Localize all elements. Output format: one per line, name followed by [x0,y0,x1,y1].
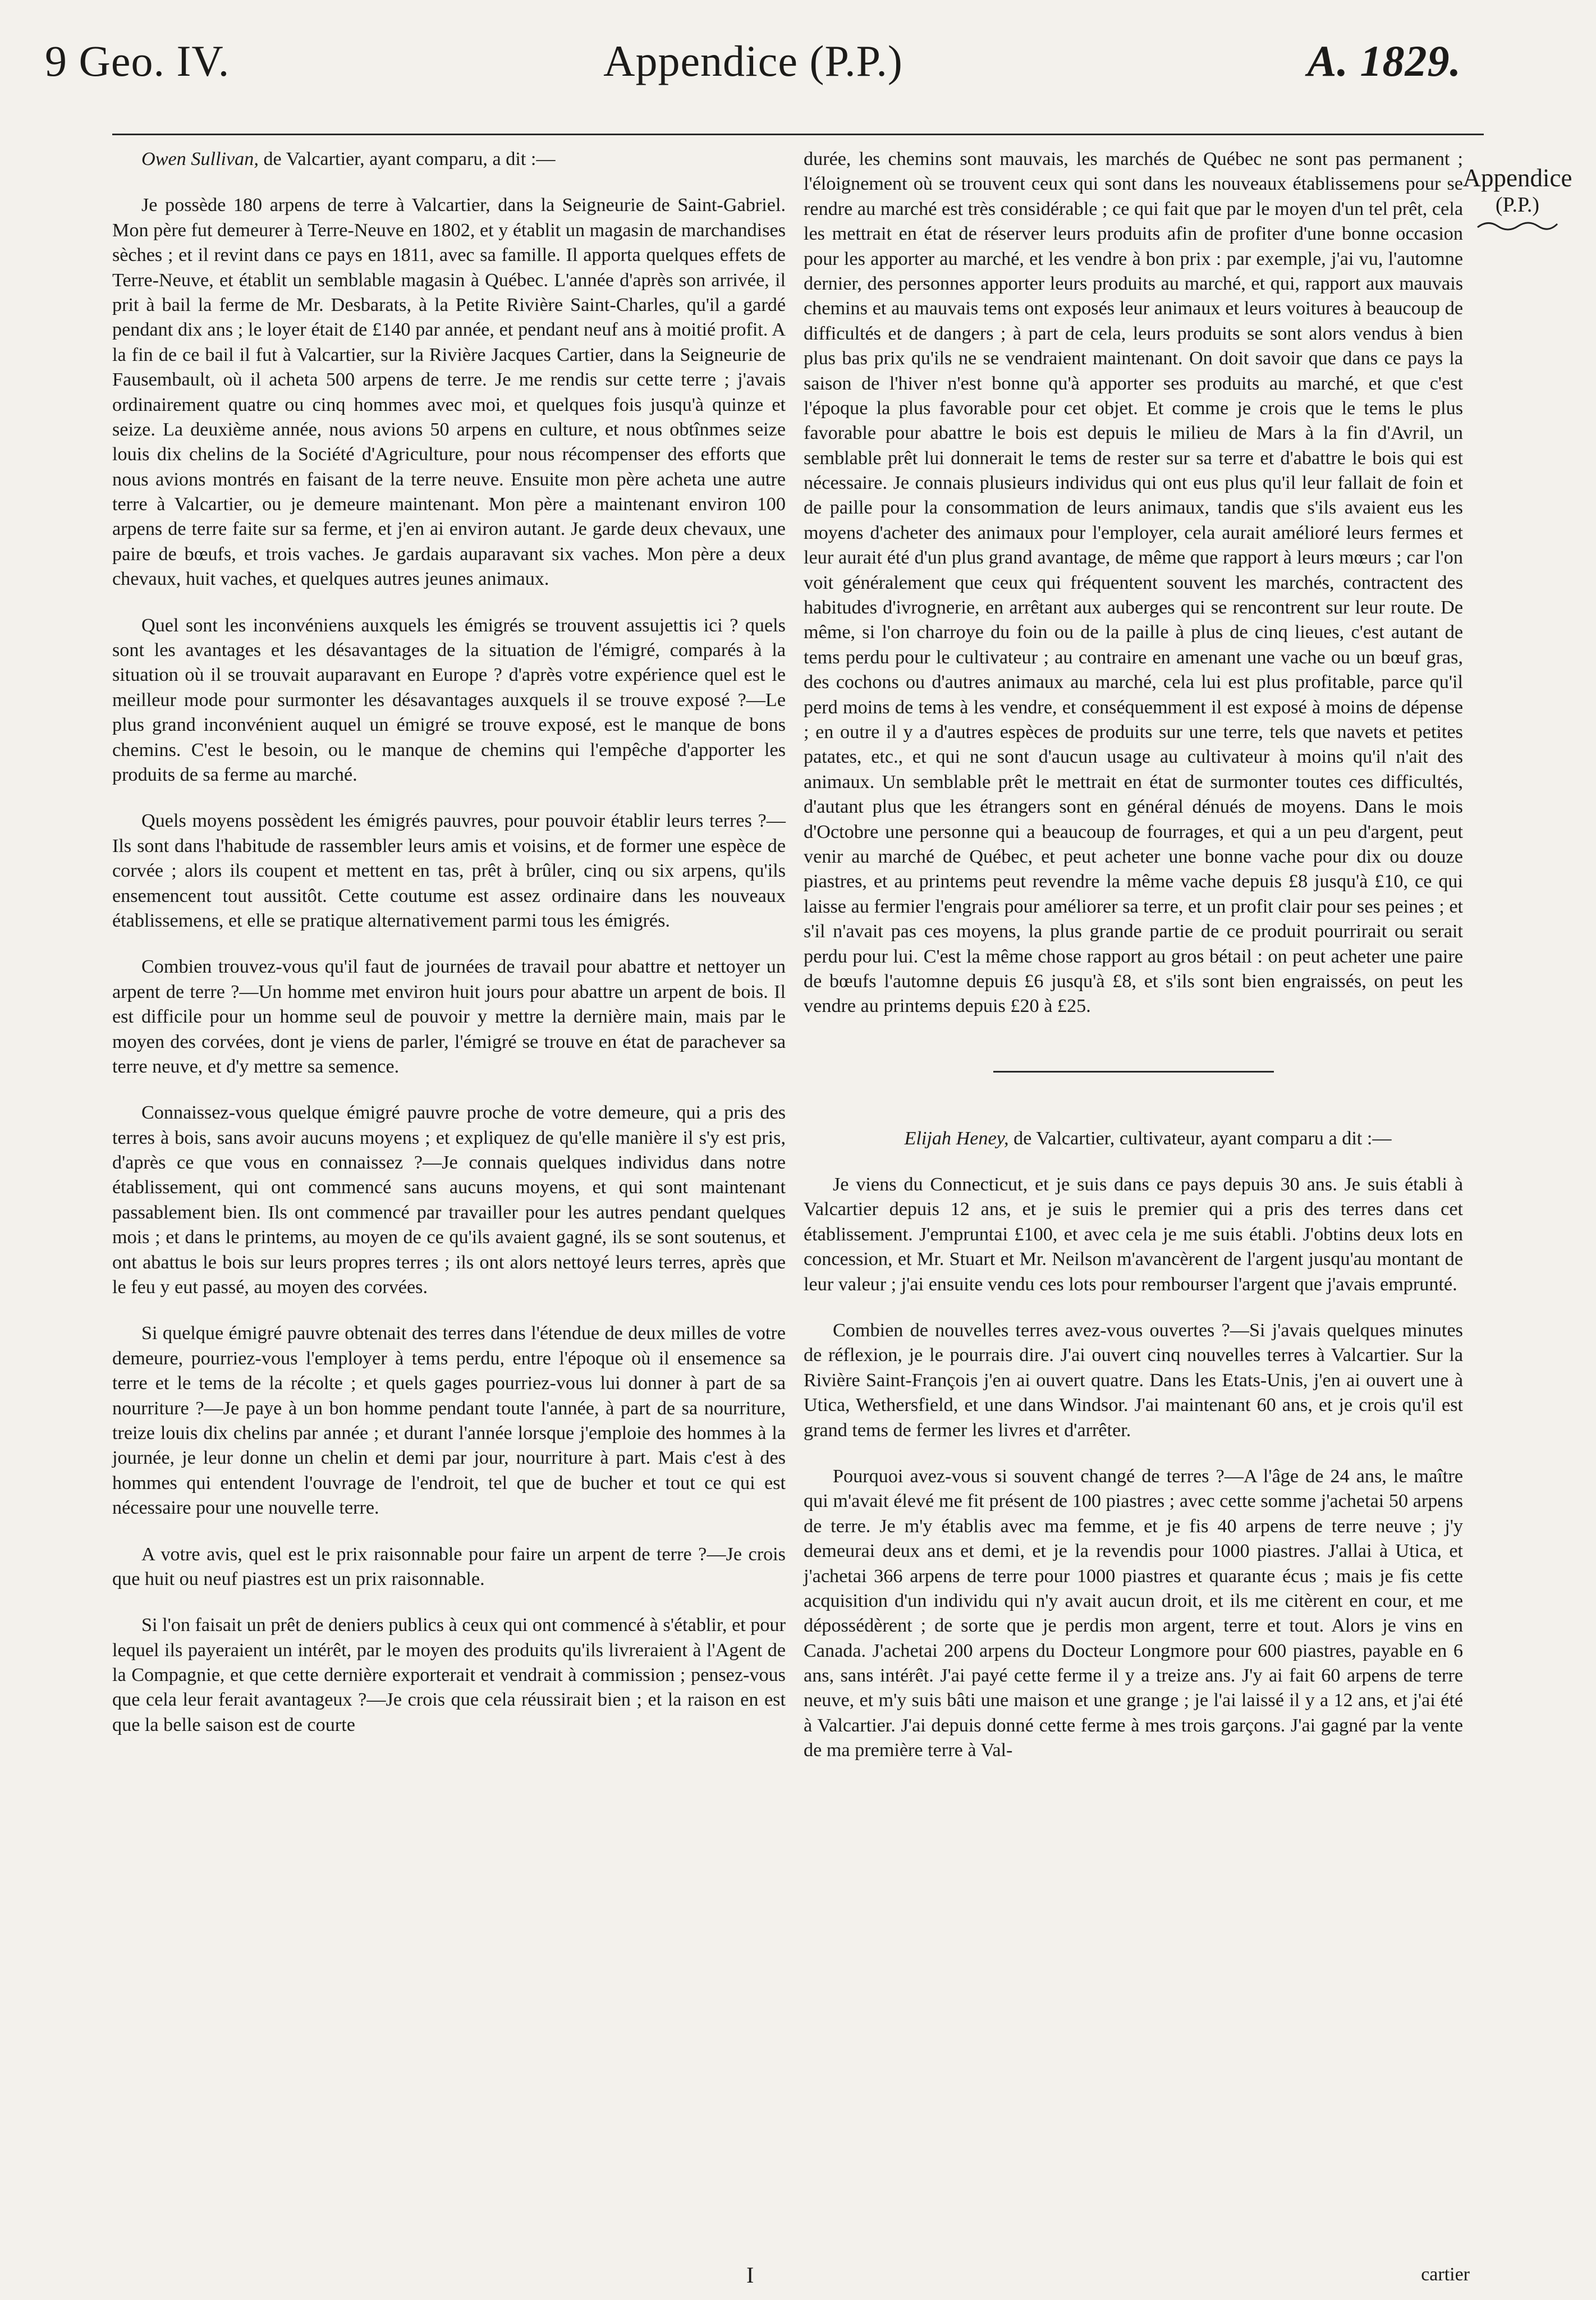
witness-name: Owen Sullivan, [141,149,259,169]
margin-note-section: (P.P.) [1495,193,1540,217]
testimony-sullivan-intro [112,147,786,172]
catchword: cartier [1421,2264,1470,2285]
header-title: Appendice (P.P.) [603,36,903,85]
left-column [112,147,786,1759]
question-paragraph: Quels moyens possèdent les émigrés pauvres, pour pouvoir établir leurs terres ?—Ils sont dans l'habitude de rassembler leurs amis et voisins, et de former une espèce de corvée ; alors ils coupent et mettent en tas, prêt à brûler, cinq ou six arpens, qu'ils ensemencent tout aussitôt. Cette coutume est assez ordinaire dans les nouveaux établissemens, et elle se pratique alternativement parmi tous les émigrés. [112,810,786,931]
witness-intro: de Valcartier, cultivateur, ayant comparu a dit :— [1013,1128,1392,1149]
page-header [45,25,1461,103]
ornament-flourish-icon [1475,219,1560,232]
question-paragraph: Combien de nouvelles terres avez-vous ouvertes ?—Si j'avais quelques minutes de réflexion, je le pourrais dire. J'ai ouvert cinq nouvelles terres à Valcartier. Sur la Rivière Saint-François j'en ai ouvert quatre. Dans les Etats-Unis, j'en ai ouvert une à Utica, Wethersfield, et une dans Windsor. J'ai maintenant 60 ans, et je crois qu'il est grand tems de fermer les livres et d'arrêter. [804,1320,1463,1441]
header-rule [112,134,1484,135]
header-year: A. 1829. [1307,36,1461,85]
section-divider [993,1071,1274,1073]
header-regnal-year: 9 Geo. IV. [45,36,230,85]
answer-paragraph: Je viens du Connecticut, et je suis dans ce pays depuis 30 ans. Je suis établi à Valcartier depuis 12 ans, et je suis le premier qui a pris des terres dans cet établissement. J'empruntai £100, et avec cela je me suis établi. J'obtins deux lots en concession, et Mr. Stuart et Mr. Neilson m'avancèrent de l'argent jusqu'au montant de leur valeur ; j'ai ensuite vendu ces lots pour rembourser l'argent que j'avais emprunté. [804,1174,1463,1295]
question-paragraph: Pourquoi avez-vous si souvent changé de terres ?—A l'âge de 24 ans, le maître qui m'avait élevé me fit présent de 100 piastres ; avec cette somme j'achetai 50 arpens de terre. Je m'y établis avec ma femme, et je fis 40 arpens de terre neuve ; j'y demeurai deux ans et demi, et je la revendis pour 1000 piastres. J'allai à Utica, et j'achetai 366 arpens de terre pour 1000 piastres et quarante écus ; mais je fis cette acquisition d'un individu qui n'y avait aucun droit, et ils me citèrent en cour, et me dépossédèrent ; de sorte que je perdis mon argent, terre et tout. Alors je vins en Canada. J'achetai 200 arpens du Docteur Longmore pour 600 piastres, payable en 6 ans, sans intérêt. J'ai payé cette ferme il y a treize ans. J'y ai fait 60 arpens de terre neuve, et m'y suis bâti une maison et une grange ; je l'ai laissé il y a 12 ans, et j'ai été à Valcartier. J'ai depuis donné cette ferme à mes trois garçons. J'ai gagné par la vente de ma première terre à Val- [804,1465,1463,1761]
testimony-heney-intro [804,1126,1463,1151]
page-number: I [746,2262,754,2288]
question-paragraph: Si quelque émigré pauvre obtenait des terres dans l'étendue de deux milles de votre demeure, pourriez-vous l'employer à tems perdu, entre l'époque où il ensemence sa terre et le tems de la récolte ; et quels gages pourriez-vous lui donner à part de sa nourriture ?—Je paye à un bon homme pendant toute l'année, à part de sa nourriture, treize louis dix chelins par année ; et durant l'année lorsque j'emploie des hommes à la journée, je leur donne un chelin et demi par jour, nourriture à part. Mais c'est à des hommes qui entendent l'ouvrage de l'endroit, tel que de bucher et tout ce qui est nécessaire pour une nouvelle terre. [112,1323,786,1519]
question-paragraph: A votre avis, quel est le prix raisonnable pour faire un arpent de terre ?—Je crois que huit ou neuf piastres est un prix raisonnable. [112,1543,786,1589]
margin-note-label: Appendice [1462,164,1572,192]
question-paragraph: Combien trouvez-vous qu'il faut de journées de travail pour abattre et nettoyer un arpent de terre ?—Un homme met environ huit jours pour abattre un arpent de bois. Il est difficile pour un homme seul de pouvoir y mettre la dernière main, mais par le moyen des corvées, dont je viens de parler, l'émigré se trouve en état de parachever sa terre neuve, et d'y mettre sa semence. [112,956,786,1077]
question-paragraph: Connaissez-vous quelque émigré pauvre proche de votre demeure, qui a pris des terres à bois, sans avoir aucuns moyens ; et expliquez de qu'elle manière il s'y est pris, d'après ce que vous en connaissez ?—Je connais quelques individus dans notre établissement, qui ont commencé sans aucuns moyens, et qui sont maintenant passablement bien. Ils ont commencé par travailler pour les autres pendant quelques mois ; et dans le printems, au moyen de ce qu'ils avaient gagné, ils se sont soutenus, et ont abattus le bois sur leurs propres terres ; ils ont alors nettoyé leurs terres, après que le feu y eut passé, au moyen des corvées. [112,1102,786,1298]
question-paragraph: Quel sont les inconvéniens auxquels les émigrés se trouvent assujettis ici ? quels sont les avantages et les désavantages de la situation de l'émigré, comparés à la situation où il se trouvait auparavant en Europe ? d'après votre expérience quel est le meilleur mode pour surmonter les désavantages auxquels il se trouve exposé ?—Le plus grand inconvénient auquel un émigré se trouve exposé, est le manque de bons chemins. C'est le besoin, ou le manque de chemins qui l'empêche d'apporter les produits de sa ferme au marché. [112,615,786,785]
margin-note [1462,164,1572,232]
question-paragraph: Si l'on faisait un prêt de deniers publics à ceux qui ont commencé à s'établir, et pour lequel ils payeraient un intérêt, par le moyen des produits qu'ils livreraient à l'Agent de la Compagnie, et que cette dernière exporterait et vendrait à commission ; pensez-vous que cela leur ferait avantageux ?—Je crois que cela réussirait bien ; et la raison en est que la belle saison est de courte [112,1615,786,1735]
continued-paragraph: durée, les chemins sont mauvais, les marchés de Québec ne sont pas permanent ; l'éloignement où se trouvent ceux qui sont dans les nouveaux établissemens pour se rendre au marché est très considérable ; ce qui fait que par le moyen d'un tel prêt, cela les mettrait en état de réserver leurs produits afin de profiter d'une bonne occasion pour les apporter au marché, et les vendre à bon prix : par exemple, j'ai vu, l'automne dernier, des personnes apporter leurs produits au marché, et qui, rapport aux mauvais chemins et au mauvais tems ont exposés leur animaux et leurs voitures à beaucoup de difficultés et de dangers ; à part de cela, leurs produits se sont alors vendus à bien plus bas prix qu'ils ne se vendraient maintenant. On doit savoir que dans ce pays la saison de l'hiver n'est bonne qu'à apporter ses produits au marché, et que c'est l'époque la plus favorable pour cet objet. Et comme je crois que le tems le plus favorable pour abattre le bois est depuis le milieu de Mars à la fin d'Avril, un semblable prêt lui donnerait le tems de rester sur sa terre et d'abattre le bois qui est nécessaire. Je connais plusieurs individus qui ont eus plus qu'il leur fallait de foin et de paille pour la consommation de leurs animaux, tandis que s'ils avaient eus les moyens d'acheter des animaux pour l'employer, cela aurait amélioré leurs fermes et leur aurait été d'un plus grand avantage, de même que rapport à leurs mœurs ; car l'on voit généralement que ceux qui fréquentent souvent les marchés, contractent des habitudes d'ivrognerie, en arrêtant aux auberges qui se rencontrent sur leur route. De même, si l'on charroye du foin ou de la paille à plus de cinq lieues, c'est autant de tems perdu pour le cultivateur ; au contraire en amenant une vache ou un bœuf gras, des cochons ou d'autres animaux au marché, cela lui est plus profitable, parce qu'il perd moins de tems à les vendre, et conséquemment il est exposé à moins de dépense ; en outre il y a d'autres espèces de produits sur une terre, tels que navets et petites patates, etc., et qui ne sont d'aucun usage au cultivateur à moins qu'il n'ait des animaux. Un semblable prêt le mettrait en état de surmonter toutes ces difficultés, d'autant plus que les étrangers sont en général dénués de moyens. Dans le mois d'Octobre une personne qui a beaucoup de fourrages, et qui a un peu d'argent, peut venir au marché de Québec, et peut acheter une bonne vache pour dix ou douze piastres, et au printems peut revendre la même vache depuis £8 jusqu'à £10, ce qui laisse au fermier l'engrais pour améliorer sa terre, et un profit clair pour ses peines ; et s'il n'avait pas ces moyens, la plus grande partie de ce produit pourrirait ou serait perdu pour lui. C'est la même chose rapport au gros bétail : on peut acheter une paire de bœufs l'automne depuis £6 jusqu'à £8, et s'ils sont bien engraissés, on peut les vendre au printems depuis £20 à £25. [804,149,1463,1017]
witness-intro: de Valcartier, ayant comparu, a dit :— [263,149,556,169]
answer-paragraph: Je possède 180 arpens de terre à Valcartier, dans la Seigneurie de Saint-Gabriel. Mon père fut demeurer à Terre-Neuve en 1802, et y établit un magasin de marchandises sèches ; et il revint dans ce pays en 1811, avec sa famille. Il apporta quelques effets de Terre-Neuve, et établit un semblable magasin à Québec. L'année d'après son arrivée, il prit à bail la ferme de Mr. Desbarats, à la Petite Rivière Saint-Charles, qu'il a gardé pendant dix ans ; le loyer était de £140 par année, et pendant neuf ans à moitié profit. A la fin de ce bail il fut à Valcartier, sur la Rivière Jacques Cartier, dans la Seigneurie de Fausembault, où il acheta 500 arpens de terre. Je me rendis sur cette terre ; j'avais ordinairement quatre ou cinq hommes avec moi, et quelques fois jusqu'à quinze et seize. La deuxième année, nous avions 50 arpens en culture, et nous obtînmes seize louis dix chelins de la Société d'Agriculture, pour nous récompenser des efforts que nous avions montrés en faisant de la terre neuve. Ensuite mon père acheta une autre terre à Valcartier, ou je demeure maintenant. Mon père a maintenant environ 100 arpens de terre faite sur sa ferme, et j'en ai environ autant. Je garde deux chevaux, une paire de bœufs, et trois vaches. Je gardais auparavant six vaches. Mon père a deux chevaux, huit vaches, et quelques autres jeunes animaux. [112,195,786,590]
witness-name: Elijah Heney, [904,1128,1009,1149]
right-column [804,147,1463,1785]
